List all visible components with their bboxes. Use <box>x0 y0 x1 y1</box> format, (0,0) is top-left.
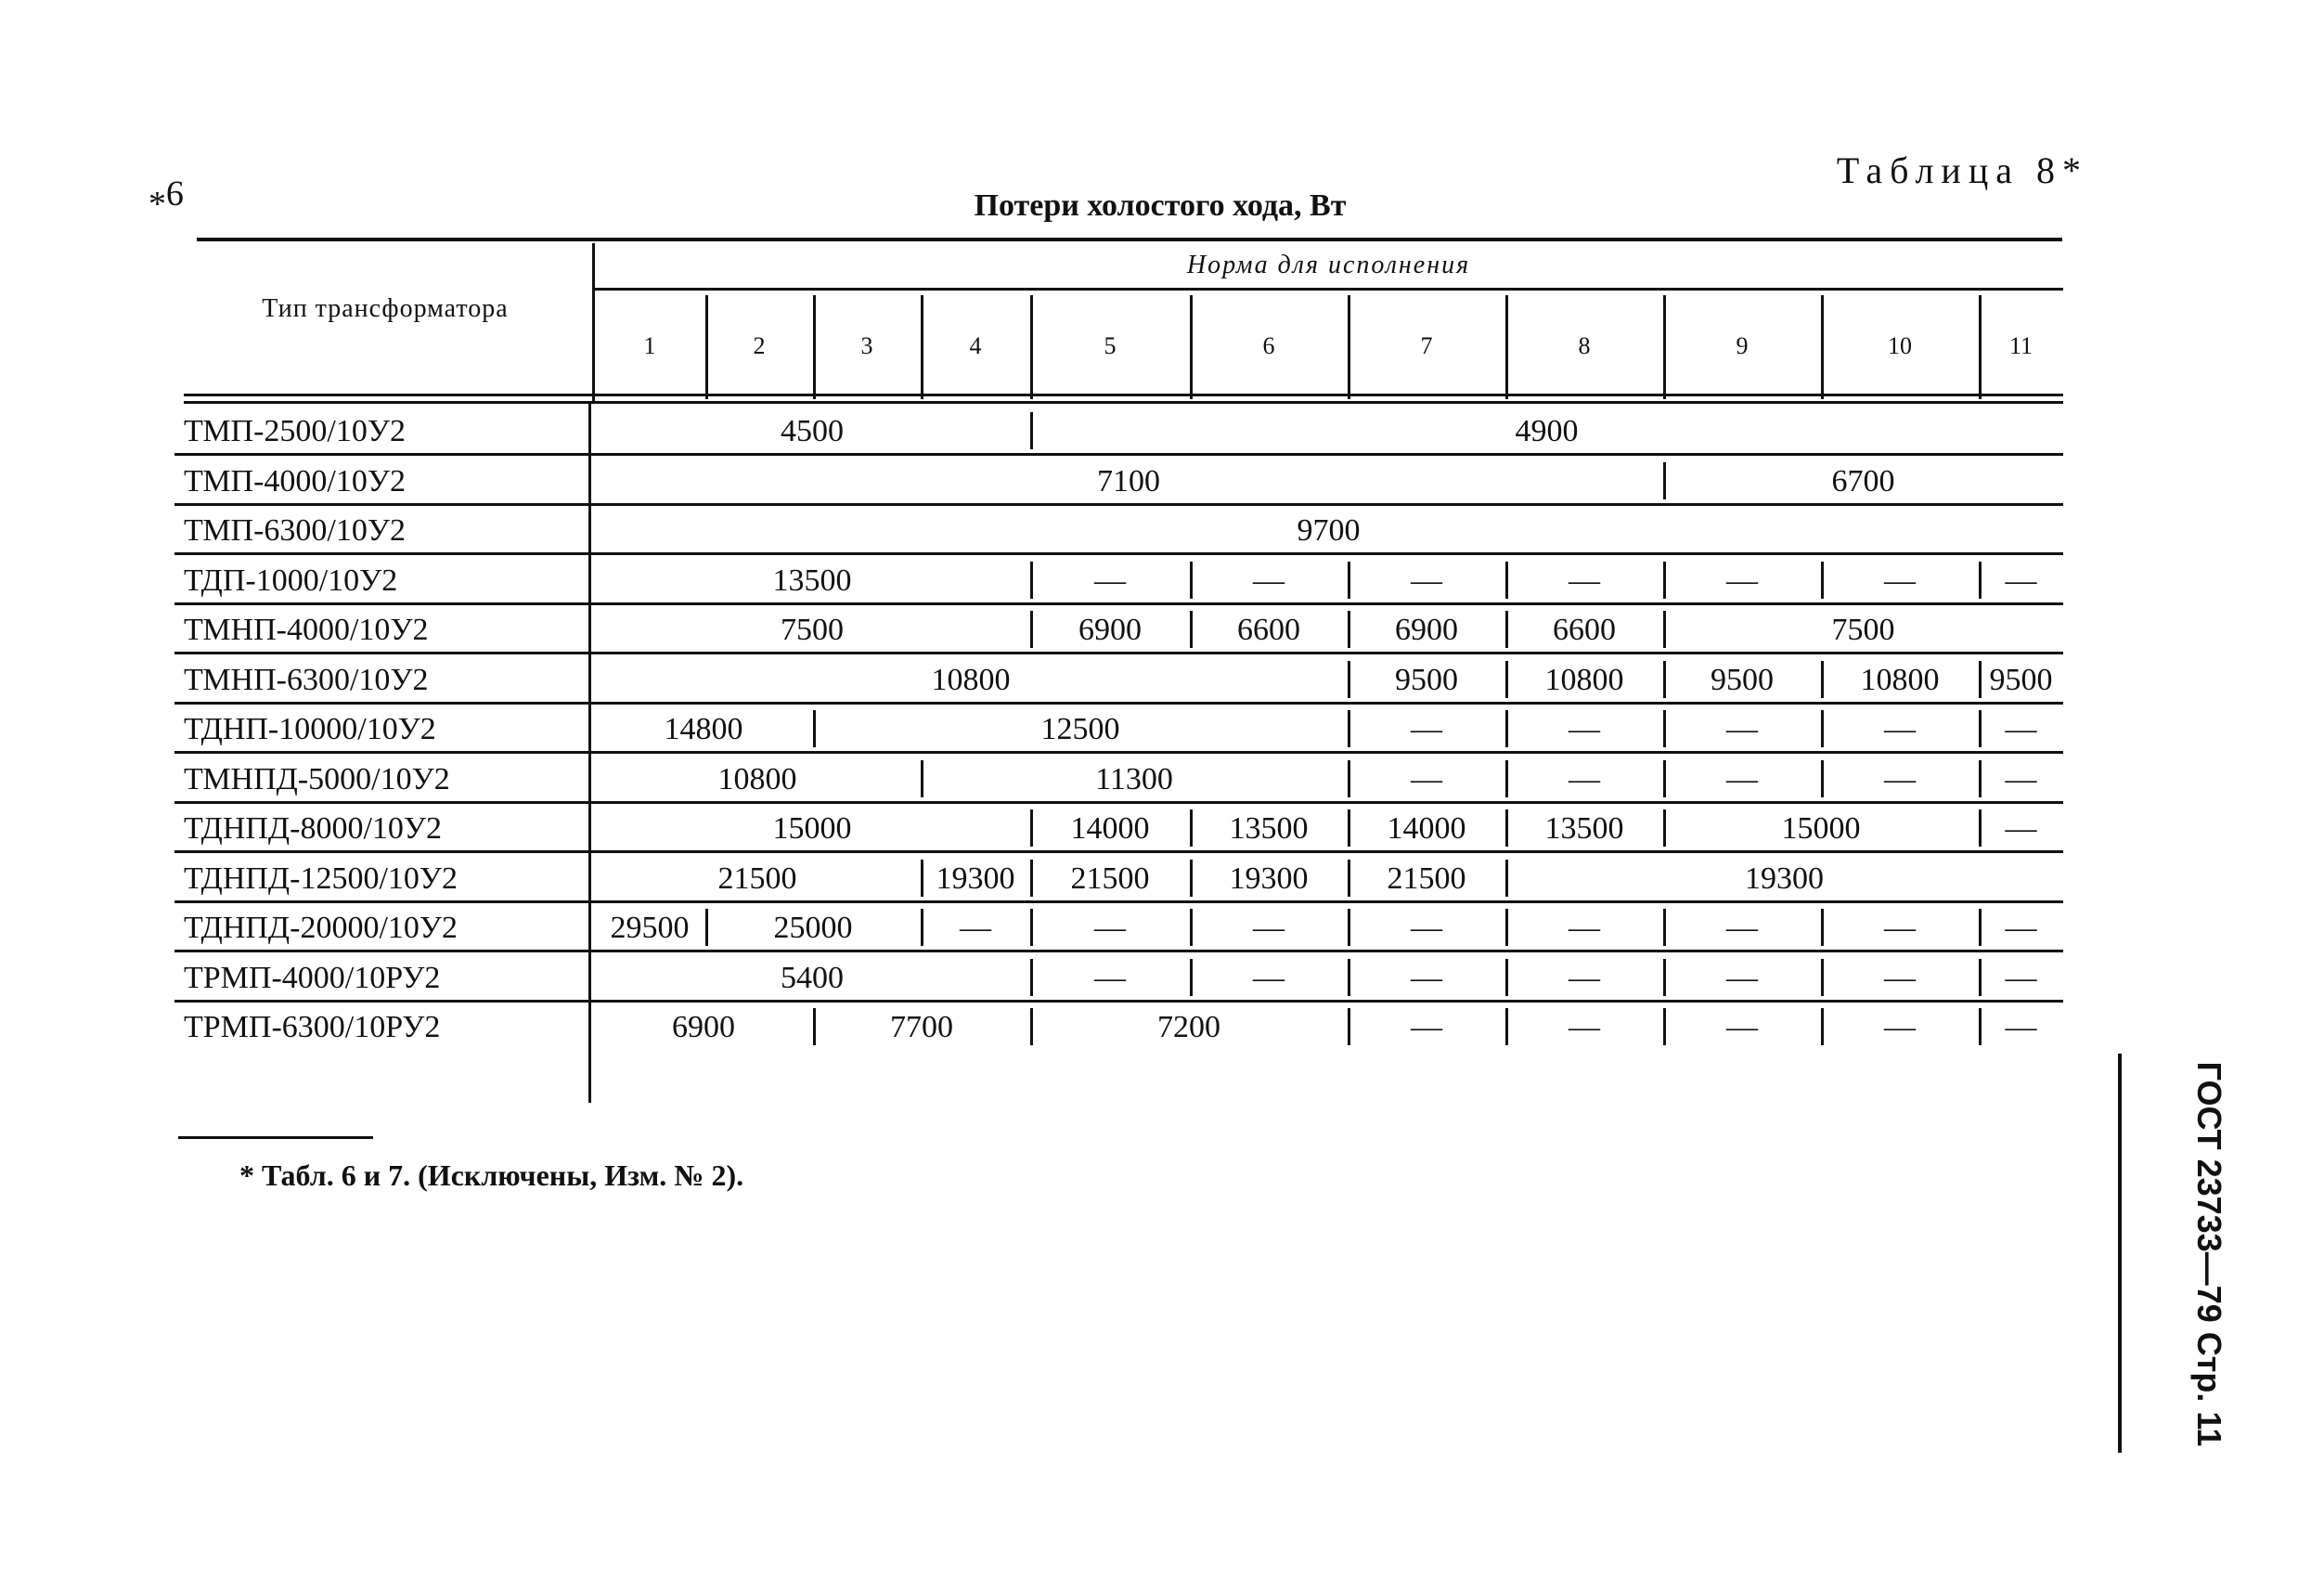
row-value-cell: 6600 <box>1553 613 1616 647</box>
table-row <box>174 1003 2063 1052</box>
row-value-cell: — <box>2005 960 2037 995</box>
row-value-cell: — <box>1094 911 1126 945</box>
row-value-cell: 21500 <box>717 861 797 896</box>
table-top-rule <box>197 238 2062 241</box>
row-value-cell: — <box>1569 1010 1600 1044</box>
row-value-cell: 12500 <box>1040 712 1120 746</box>
cell-separator <box>1505 809 1508 847</box>
cell-separator <box>1348 809 1350 847</box>
row-transformer-type: ТДНПД-8000/10У2 <box>184 811 442 846</box>
column-separator <box>813 295 816 399</box>
column-number-9: 9 <box>1736 332 1749 359</box>
column-separator <box>1979 295 1982 399</box>
row-value-cell: — <box>1726 761 1758 796</box>
row-value-cell: 10800 <box>1860 662 1940 697</box>
cell-separator <box>1663 562 1666 599</box>
cell-separator <box>1979 661 1982 698</box>
cell-separator <box>1663 760 1666 797</box>
cell-separator <box>1663 611 1666 648</box>
row-value-cell: 6900 <box>672 1010 735 1044</box>
cell-separator <box>1821 909 1824 946</box>
row-value-cell: 6600 <box>1237 613 1300 647</box>
footnote: * Табл. 6 и 7. (Исключены, Изм. № 2). <box>239 1158 744 1192</box>
cell-separator <box>1190 562 1193 599</box>
row-value-cell: — <box>1726 1010 1758 1044</box>
row-value-cell: 11300 <box>1095 761 1173 796</box>
row-value-cell: 7700 <box>890 1010 953 1044</box>
cell-separator <box>1030 412 1033 449</box>
cell-separator <box>1979 710 1982 747</box>
cell-separator <box>1190 860 1193 897</box>
cell-separator <box>1505 661 1508 698</box>
row-value-cell: — <box>1726 712 1758 746</box>
cell-separator <box>1030 809 1033 847</box>
cell-separator <box>921 760 923 797</box>
column-number-11: 11 <box>2008 332 2034 359</box>
side-header-rule <box>2118 1054 2122 1453</box>
table-row <box>174 506 2063 555</box>
row-value-cell: 15000 <box>1781 811 1861 846</box>
table-label: Таблица 8* <box>1836 149 2088 191</box>
table-row <box>174 705 2063 754</box>
cell-separator <box>1505 909 1508 946</box>
table-row <box>174 655 2063 705</box>
column-separator <box>1190 295 1193 399</box>
row-value-cell: — <box>1569 761 1600 796</box>
row-value-cell: 25000 <box>773 911 853 945</box>
row-value-cell: 13500 <box>1544 811 1624 846</box>
cell-separator <box>1030 1008 1033 1045</box>
column-number-10: 10 <box>1888 332 1912 359</box>
cell-separator <box>1505 710 1508 747</box>
row-value-cell: — <box>1411 911 1442 945</box>
row-value-cell: 4500 <box>781 414 844 448</box>
cell-separator <box>1348 1008 1350 1045</box>
row-value-cell: 14000 <box>1070 811 1150 846</box>
table-row <box>174 804 2063 853</box>
cell-separator <box>1979 1008 1982 1045</box>
column-separator <box>1505 295 1508 399</box>
cell-separator <box>813 1008 816 1045</box>
row-value-cell: — <box>1411 563 1442 598</box>
cell-separator <box>1979 809 1982 847</box>
row-value-cell: — <box>1884 712 1916 746</box>
cell-separator <box>1821 959 1824 996</box>
row-transformer-type: ТМП-4000/10У2 <box>184 463 406 498</box>
cell-separator <box>705 909 708 946</box>
table-row <box>174 854 2063 903</box>
cell-separator <box>1505 611 1508 648</box>
cell-separator <box>1821 661 1824 698</box>
header-norma-label: Норма для исполнения <box>1186 251 1471 279</box>
row-value-cell: 9700 <box>1297 513 1361 548</box>
column-separator <box>1663 295 1666 399</box>
row-value-cell: 15000 <box>772 811 852 846</box>
cell-separator <box>1663 462 1666 499</box>
footnote-rule <box>178 1136 373 1139</box>
column-number-3: 3 <box>860 332 873 359</box>
cell-separator <box>1505 959 1508 996</box>
row-value-cell: — <box>1411 1010 1442 1044</box>
row-value-cell: 19300 <box>1745 861 1824 896</box>
row-transformer-type: ТМНПД-5000/10У2 <box>184 761 450 796</box>
row-value-cell: 21500 <box>1387 861 1466 896</box>
cell-separator <box>1663 710 1666 747</box>
cell-separator <box>1030 959 1033 996</box>
header-bottom-rule <box>184 394 2063 396</box>
column-separator <box>705 295 708 399</box>
row-value-cell: 6900 <box>1078 613 1142 647</box>
cell-separator <box>1663 909 1666 946</box>
cell-separator <box>1979 909 1982 946</box>
cell-separator <box>921 860 923 897</box>
row-transformer-type: ТРМП-6300/10РУ2 <box>184 1010 441 1044</box>
row-transformer-type: ТДП-1000/10У2 <box>184 563 398 598</box>
margin-mark: 9* <box>148 174 184 213</box>
column-separator <box>1030 295 1033 399</box>
row-value-cell: — <box>1569 911 1600 945</box>
row-value-cell: — <box>1411 712 1442 746</box>
row-value-cell: — <box>1726 960 1758 995</box>
cell-separator <box>1505 760 1508 797</box>
row-value-cell: — <box>1094 563 1126 598</box>
table-row <box>174 953 2063 1003</box>
cell-separator <box>1663 809 1666 847</box>
row-value-cell: — <box>1726 911 1758 945</box>
table-row <box>174 903 2063 952</box>
column-separator <box>921 295 923 399</box>
header-norma-rule <box>594 288 2063 291</box>
column-number-7: 7 <box>1420 332 1433 359</box>
row-value-cell: — <box>2005 712 2037 746</box>
row-value-cell: — <box>2005 1010 2037 1044</box>
row-value-cell: 6900 <box>1395 613 1458 647</box>
row-transformer-type: ТДНПД-20000/10У2 <box>184 911 458 945</box>
cell-separator <box>1663 1008 1666 1045</box>
column-number-2: 2 <box>753 332 766 359</box>
row-value-cell: — <box>2005 761 2037 796</box>
row-value-cell: — <box>2005 563 2037 598</box>
cell-separator <box>1348 611 1350 648</box>
row-value-cell: 10800 <box>1544 662 1624 697</box>
cell-separator <box>1979 760 1982 797</box>
side-header: ГОСТ 23733—79 Стр. 11 <box>2190 1061 2228 1447</box>
row-value-cell: 6700 <box>1831 463 1895 498</box>
row-value-cell: 10800 <box>717 761 797 796</box>
cell-separator <box>1821 710 1824 747</box>
row-value-cell: — <box>960 911 991 945</box>
row-transformer-type: ТРМП-4000/10РУ2 <box>184 960 441 995</box>
row-value-cell: — <box>1884 911 1916 945</box>
column-number-6: 6 <box>1262 332 1275 359</box>
cell-separator <box>1979 959 1982 996</box>
column-separator <box>1821 295 1824 399</box>
row-value-cell: — <box>1253 960 1285 995</box>
row-transformer-type: ТДНПД-12500/10У2 <box>184 861 458 896</box>
table-row <box>174 556 2063 605</box>
cell-separator <box>1505 562 1508 599</box>
row-value-cell: — <box>1884 761 1916 796</box>
row-value-cell: — <box>2005 811 2037 846</box>
table-row <box>174 457 2063 506</box>
row-value-cell: 9500 <box>1395 662 1458 697</box>
row-value-cell: 19300 <box>936 861 1015 896</box>
row-value-cell: 4900 <box>1515 414 1579 448</box>
cell-separator <box>1979 562 1982 599</box>
cell-separator <box>1821 1008 1824 1045</box>
cell-separator <box>1030 562 1033 599</box>
cell-separator <box>1030 860 1033 897</box>
cell-separator <box>1348 760 1350 797</box>
header-type-label: Тип трансформатора <box>262 294 509 323</box>
row-value-cell: — <box>1884 563 1916 598</box>
table-row <box>174 605 2063 654</box>
row-value-cell: 7500 <box>781 613 844 647</box>
row-value-cell: — <box>1884 960 1916 995</box>
cell-separator <box>1348 909 1350 946</box>
row-value-cell: — <box>1569 960 1600 995</box>
column-number-1: 1 <box>643 332 656 359</box>
cell-separator <box>1505 860 1508 897</box>
column-separator <box>1348 295 1350 399</box>
cell-separator <box>1190 909 1193 946</box>
cell-separator <box>1030 909 1033 946</box>
row-value-cell: — <box>1411 960 1442 995</box>
cell-separator <box>1190 611 1193 648</box>
row-value-cell: — <box>1253 563 1285 598</box>
row-value-cell: — <box>1253 911 1285 945</box>
row-value-cell: — <box>1884 1010 1916 1044</box>
cell-separator <box>1348 661 1350 698</box>
cell-separator <box>813 710 816 747</box>
cell-separator <box>1190 959 1193 996</box>
row-value-cell: 10800 <box>931 662 1011 697</box>
row-transformer-type: ТМНП-4000/10У2 <box>184 613 429 647</box>
row-value-cell: — <box>1726 563 1758 598</box>
column-number-8: 8 <box>1578 332 1591 359</box>
row-value-cell: 14000 <box>1387 811 1466 846</box>
row-value-cell: — <box>1569 563 1600 598</box>
row-value-cell: — <box>1411 761 1442 796</box>
row-value-cell: 7100 <box>1097 463 1160 498</box>
cell-separator <box>921 909 923 946</box>
column-number-5: 5 <box>1104 332 1117 359</box>
row-value-cell: — <box>1569 712 1600 746</box>
cell-separator <box>1663 959 1666 996</box>
row-value-cell: 9500 <box>1711 662 1774 697</box>
row-value-cell: 9500 <box>1989 662 2053 697</box>
row-value-cell: — <box>2005 911 2037 945</box>
column-number-4: 4 <box>969 332 982 359</box>
cell-separator <box>1348 959 1350 996</box>
row-value-cell: — <box>1094 960 1126 995</box>
row-value-cell: 5400 <box>781 960 844 995</box>
table-title: Потери холостого хода, Вт <box>974 188 1347 223</box>
cell-separator <box>1348 562 1350 599</box>
row-value-cell: 19300 <box>1229 861 1309 896</box>
row-transformer-type: ТМНП-6300/10У2 <box>184 662 429 697</box>
cell-separator <box>1821 562 1824 599</box>
row-transformer-type: ТМП-2500/10У2 <box>184 414 406 448</box>
row-value-cell: 21500 <box>1070 861 1150 896</box>
row-value-cell: 14800 <box>664 712 743 746</box>
cell-separator <box>1663 661 1666 698</box>
row-value-cell: 7200 <box>1157 1010 1220 1044</box>
table-row <box>174 407 2063 456</box>
row-value-cell: 13500 <box>772 563 852 598</box>
row-transformer-type: ТДНП-10000/10У2 <box>184 712 436 746</box>
cell-separator <box>1821 760 1824 797</box>
cell-separator <box>1190 809 1193 847</box>
row-value-cell: 13500 <box>1229 811 1309 846</box>
header-bottom-rule-double <box>184 401 2063 404</box>
cell-separator <box>1505 1008 1508 1045</box>
row-value-cell: 7500 <box>1831 613 1895 647</box>
row-value-cell: 29500 <box>610 911 690 945</box>
cell-separator <box>1348 860 1350 897</box>
row-transformer-type: ТМП-6300/10У2 <box>184 513 406 548</box>
table-row <box>174 755 2063 804</box>
cell-separator <box>1348 710 1350 747</box>
cell-separator <box>1030 611 1033 648</box>
